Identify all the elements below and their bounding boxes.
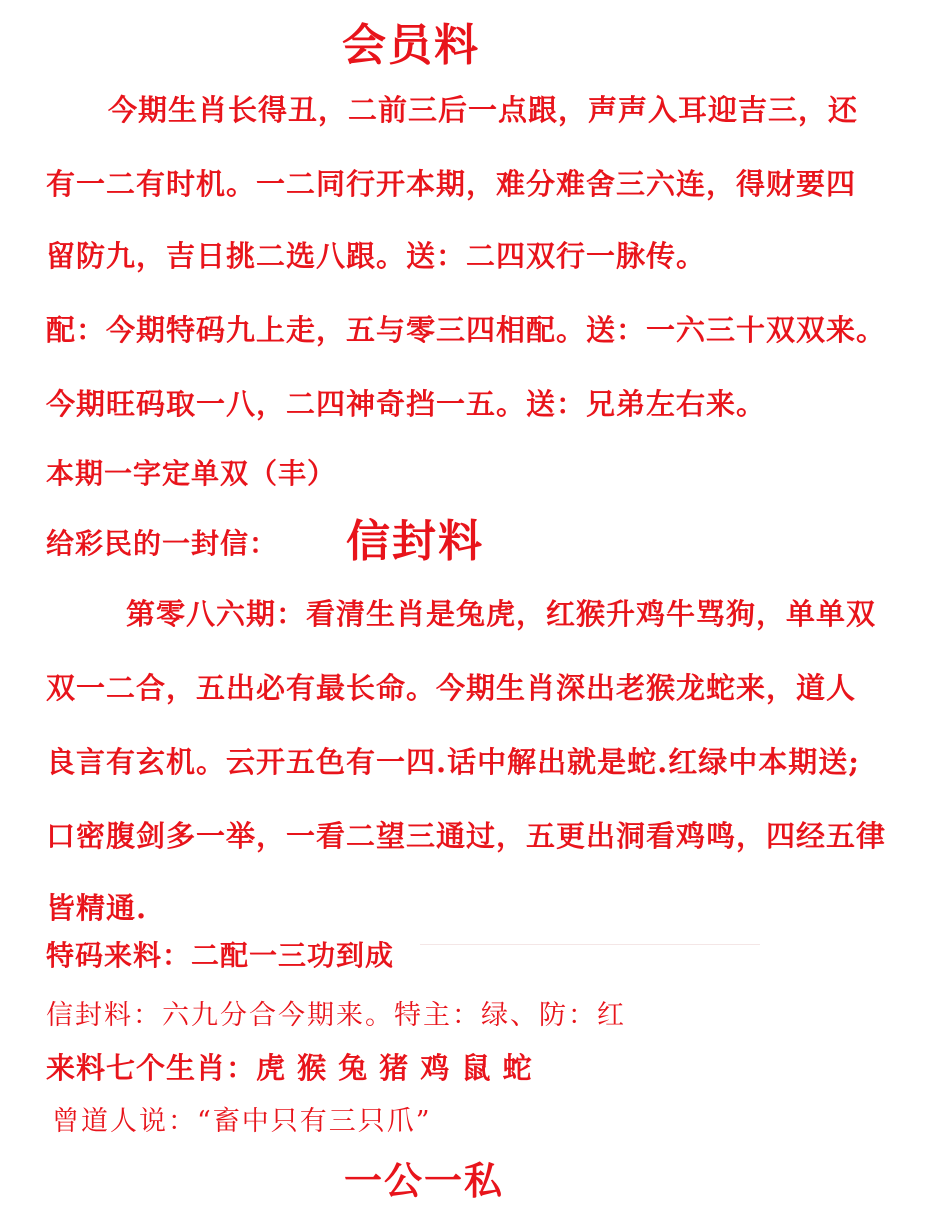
section1-line-6: 本期一字定单双（丰） bbox=[46, 457, 337, 490]
footer-text: 一公一私 bbox=[344, 1158, 505, 1203]
section1-line-2: 有一二有时机。一二同行开本期，难分难舍三六连，得财要四 bbox=[46, 167, 857, 201]
section2-line-4: 口密腹剑多一举，一看二望三通过，五更出洞看鸡鸣，四经五律 bbox=[46, 819, 887, 853]
section2-line-3: 良言有玄机。云开五色有一四.话中解出就是蛇.红绿中本期送; bbox=[46, 745, 860, 779]
faint-divider bbox=[420, 944, 760, 945]
section2-line-1: 第零八六期：看清生肖是兔虎，红猴升鸡牛骂狗，单单双 bbox=[126, 597, 877, 631]
section2-line-5: 皆精通. bbox=[46, 891, 148, 925]
daoren-says-line: 曾道人说：“畜中只有三只爪” bbox=[52, 1106, 432, 1137]
title-letter: 信封料 bbox=[346, 516, 484, 567]
zodiac-seven-line: 来料七个生肖：虎 猴 兔 猪 鸡 鼠 蛇 bbox=[46, 1051, 533, 1085]
section1-line-1: 今期生肖长得丑，二前三后一点跟，声声入耳迎吉三，还 bbox=[108, 93, 859, 127]
section1-line-3: 留防九，吉日挑二选八跟。送：二四双行一脉传。 bbox=[46, 239, 707, 273]
section1-line-5: 今期旺码取一八，二四神奇挡一五。送：兄弟左右来。 bbox=[46, 387, 767, 421]
section2-line-2: 双一二合，五出必有最长命。今期生肖深出老猴龙蛇来，道人 bbox=[46, 671, 857, 705]
section1-line-4: 配：今期特码九上走，五与零三四相配。送：一六三十双双来。 bbox=[46, 313, 887, 347]
title-main: 会员料 bbox=[342, 20, 480, 71]
special-code-line: 特码来料：二配一三功到成 bbox=[46, 939, 395, 972]
envelope-info-line: 信封料：六九分合今期来。特主：绿、防：红 bbox=[46, 1000, 626, 1031]
letter-label: 给彩民的一封信： bbox=[46, 527, 279, 560]
